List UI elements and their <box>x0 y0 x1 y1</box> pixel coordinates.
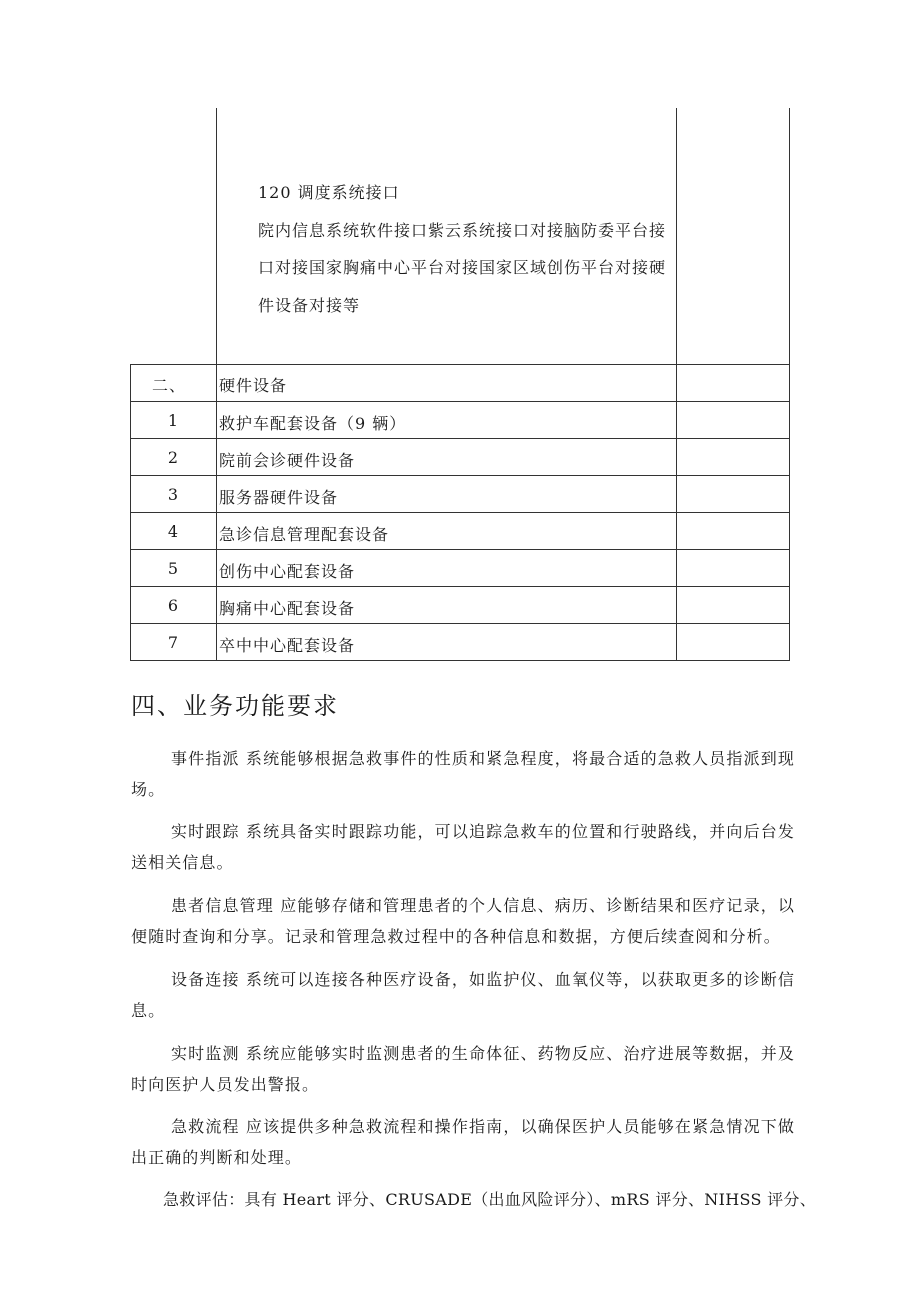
paragraph-text: 系统可以连接各种医疗设备，如监护仪、血氧仪等，以获取更多的诊断信息。 <box>131 970 796 1020</box>
interface-line: 口对接国家胸痛中心平台对接国家区域创伤平台对接硬 <box>258 258 667 277</box>
table-row-line <box>130 586 790 587</box>
row-number: 1 <box>167 411 179 430</box>
table-col-divider-1 <box>216 108 217 661</box>
row-number: 7 <box>167 633 179 652</box>
paragraph-text: 系统应能够实时监测患者的生命体征、药物反应、治疗进展等数据，并及时向医护人员发出警报。 <box>131 1044 796 1094</box>
row-name: 服务器硬件设备 <box>219 488 339 507</box>
paragraph-event-dispatch <box>131 743 795 805</box>
paragraph-term: 实时监测 <box>171 1044 240 1063</box>
paragraph-realtime-monitoring <box>131 1038 795 1100</box>
row-name: 创伤中心配套设备 <box>219 562 356 581</box>
paragraph-text: 系统能够根据急救事件的性质和紧急程度，将最合适的急救人员指派到现场。 <box>131 749 796 799</box>
row-number: 6 <box>167 596 179 615</box>
paragraph-text: 系统具备实时跟踪功能，可以追踪急救车的位置和行驶路线，并向后台发送相关信息。 <box>131 822 796 872</box>
row-name: 急诊信息管理配套设备 <box>219 525 390 544</box>
row-number: 3 <box>167 485 179 504</box>
equipment-table <box>130 108 790 661</box>
table-row-line <box>130 623 790 624</box>
paragraph-term: 急救流程 <box>171 1117 240 1136</box>
section-title: 硬件设备 <box>219 376 288 395</box>
table-row-line <box>130 438 790 439</box>
table-row-line <box>130 401 790 402</box>
paragraph-emergency-process <box>131 1111 795 1173</box>
interface-line: 件设备对接等 <box>258 295 361 315</box>
row-name: 救护车配套设备（9 辆） <box>219 414 407 433</box>
paragraph-term: 事件指派 <box>171 749 240 768</box>
row-number: 4 <box>167 522 179 541</box>
paragraph-term: 实时跟踪 <box>171 822 240 841</box>
table-row-line <box>130 512 790 513</box>
paragraph-text: 具有 Heart 评分、CRUSADE（出血风险评分）、mRS 评分、NIHSS 评分、 <box>244 1190 816 1209</box>
paragraph-term: 患者信息管理 <box>171 896 274 915</box>
paragraph-realtime-tracking <box>131 816 795 878</box>
table-row-line <box>130 364 790 365</box>
table-row-line <box>130 475 790 476</box>
interface-list-cell <box>258 174 688 324</box>
section-number: 二、 <box>152 376 187 395</box>
table-border-right <box>789 108 790 661</box>
row-name: 院前会诊硬件设备 <box>219 451 356 470</box>
paragraph-device-connection <box>131 964 795 1026</box>
row-name: 胸痛中心配套设备 <box>219 599 356 618</box>
paragraph-term: 设备连接 <box>171 970 240 989</box>
row-name: 卒中中心配套设备 <box>219 636 356 655</box>
row-number: 2 <box>167 448 179 467</box>
paragraph-patient-info <box>131 890 795 952</box>
paragraph-emergency-assessment <box>131 1184 816 1215</box>
interface-line: 院内信息系统软件接口紫云系统接口对接脑防委平台接 <box>258 220 667 240</box>
paragraph-text: 应该提供多种急救流程和操作指南，以确保医护人员能够在紧急情况下做出正确的判断和处理。 <box>131 1117 796 1167</box>
row-number: 5 <box>167 559 179 578</box>
table-border-bottom <box>130 660 790 661</box>
paragraph-term: 急救评估： <box>163 1190 245 1209</box>
section-heading: 四、业务功能要求 <box>131 692 339 720</box>
interface-line: 120 调度系统接口 <box>258 183 400 202</box>
table-row-line <box>130 549 790 550</box>
paragraph-text: 应能够存储和管理患者的个人信息、病历、诊断结果和医疗记录，以便随时查询和分享。记录和管理急救过程中的各种信息和数据，方便后续查阅和分析。 <box>131 896 795 946</box>
